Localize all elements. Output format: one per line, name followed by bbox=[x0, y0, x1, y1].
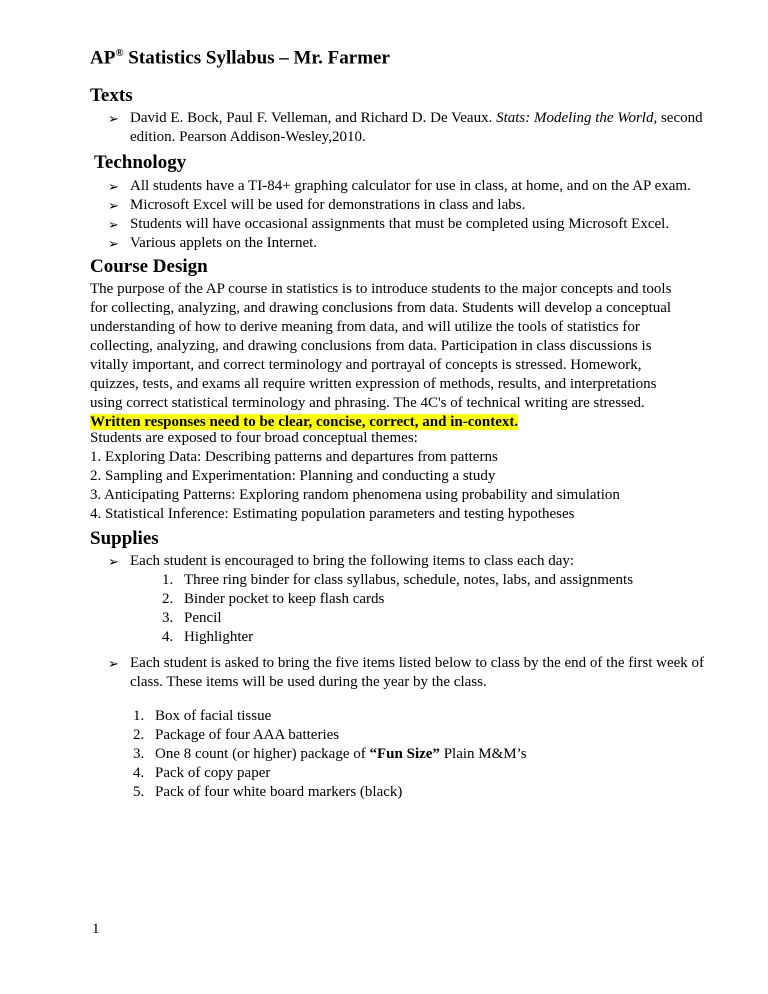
list-item: 3. One 8 count (or higher) package of “Fun Size” Plain M&M’s bbox=[133, 746, 527, 762]
course-design-paragraph: The purpose of the AP course in statistics is to introduce students to the major concepts and tools for collecting, analyzing, and drawing conclusions from data. Students will develop a conceptual understanding of how to derive meaning from data, and will utilize the tools of statistics for collecting, analyzing, and drawing conclusions from data. Participation in class discussions is vitally important, and correct terminology and portrayal of concepts is stressed. Homework, quizzes, tests, and exams all require written expression of methods, results, and interpretations using correct statistical terminology and phrasing. The 4C's of technical writing are stressed. Written responses need to be clear, concise, correct, and in-context. bbox=[90, 281, 672, 430]
arrow-bullet-icon: ➢ bbox=[108, 554, 119, 569]
list-item: 2. Package of four AAA batteries bbox=[133, 727, 340, 743]
list-item: ➢ Each student is asked to bring the five items listed below to class by the end of the first week of class. These items will be used during the year by the class. bbox=[108, 655, 705, 690]
list-item: ➢ David E. Bock, Paul F. Velleman, and Richard D. De Veaux. Stats: Modeling the World, second edition. Pearson Addison-Wesley,2010. bbox=[108, 110, 703, 145]
arrow-bullet-icon: ➢ bbox=[108, 179, 119, 194]
list-item: 3. Pencil bbox=[162, 610, 222, 626]
list-item: 1. Box of facial tissue bbox=[133, 708, 272, 724]
theme-item: 2. Sampling and Experimentation: Planning and conducting a study bbox=[90, 468, 496, 484]
arrow-bullet-icon: ➢ bbox=[108, 111, 119, 126]
texts-list bbox=[108, 109, 708, 147]
list-item: ➢ Various applets on the Internet. bbox=[108, 235, 318, 251]
page-title: AP® Statistics Syllabus – Mr. Farmer bbox=[90, 47, 390, 69]
technology-heading: Technology bbox=[94, 152, 187, 173]
arrow-bullet-icon: ➢ bbox=[108, 656, 119, 671]
theme-item: 4. Statistical Inference: Estimating population parameters and testing hypotheses bbox=[90, 506, 575, 522]
supplies-week bbox=[108, 654, 708, 692]
supplies-heading: Supplies bbox=[90, 528, 159, 549]
course-design-heading: Course Design bbox=[90, 256, 208, 277]
texts-heading: Texts bbox=[90, 85, 133, 106]
list-item: 1. Three ring binder for class syllabus, schedule, notes, labs, and assignments bbox=[162, 572, 634, 588]
week-items-list bbox=[133, 707, 527, 802]
highlighted-note: Written responses need to be clear, concise, correct, and in-context. bbox=[90, 414, 519, 430]
arrow-bullet-icon: ➢ bbox=[108, 236, 119, 251]
supplies-daily bbox=[108, 552, 708, 571]
page-number: 1 bbox=[92, 921, 100, 937]
arrow-bullet-icon: ➢ bbox=[108, 198, 119, 213]
arrow-bullet-icon: ➢ bbox=[108, 217, 119, 232]
themes-block: Students are exposed to four broad conceptual themes: 1. Exploring Data: Describing patterns and departures from patterns 2. Sampling and Experimentation: Planning and conducting a study 3. Anticipating Patterns: Exploring random phenomena using probability and simulation 4. Statistical Inference: Estimating population parameters and testing hypotheses bbox=[90, 429, 690, 524]
list-item: ➢ Students will have occasional assignments that must be completed using Microsoft Excel. bbox=[108, 216, 670, 232]
daily-items-list bbox=[162, 571, 633, 647]
list-item: 2. Binder pocket to keep flash cards bbox=[162, 591, 385, 607]
technology-list bbox=[108, 177, 708, 253]
list-item: 4. Pack of copy paper bbox=[133, 765, 271, 781]
list-item: ➢ All students have a TI-84+ graphing calculator for use in class, at home, and on the AP exam. bbox=[108, 178, 691, 194]
list-item: 5. Pack of four white board markers (black) bbox=[133, 784, 403, 800]
theme-item: 3. Anticipating Patterns: Exploring random phenomena using probability and simulation bbox=[90, 487, 620, 503]
list-item: ➢ Microsoft Excel will be used for demonstrations in class and labs. bbox=[108, 197, 526, 213]
list-item: 4. Highlighter bbox=[162, 629, 254, 645]
theme-item: 1. Exploring Data: Describing patterns and departures from patterns bbox=[90, 449, 498, 465]
list-item: ➢ Each student is encouraged to bring the following items to class each day: bbox=[108, 553, 575, 569]
